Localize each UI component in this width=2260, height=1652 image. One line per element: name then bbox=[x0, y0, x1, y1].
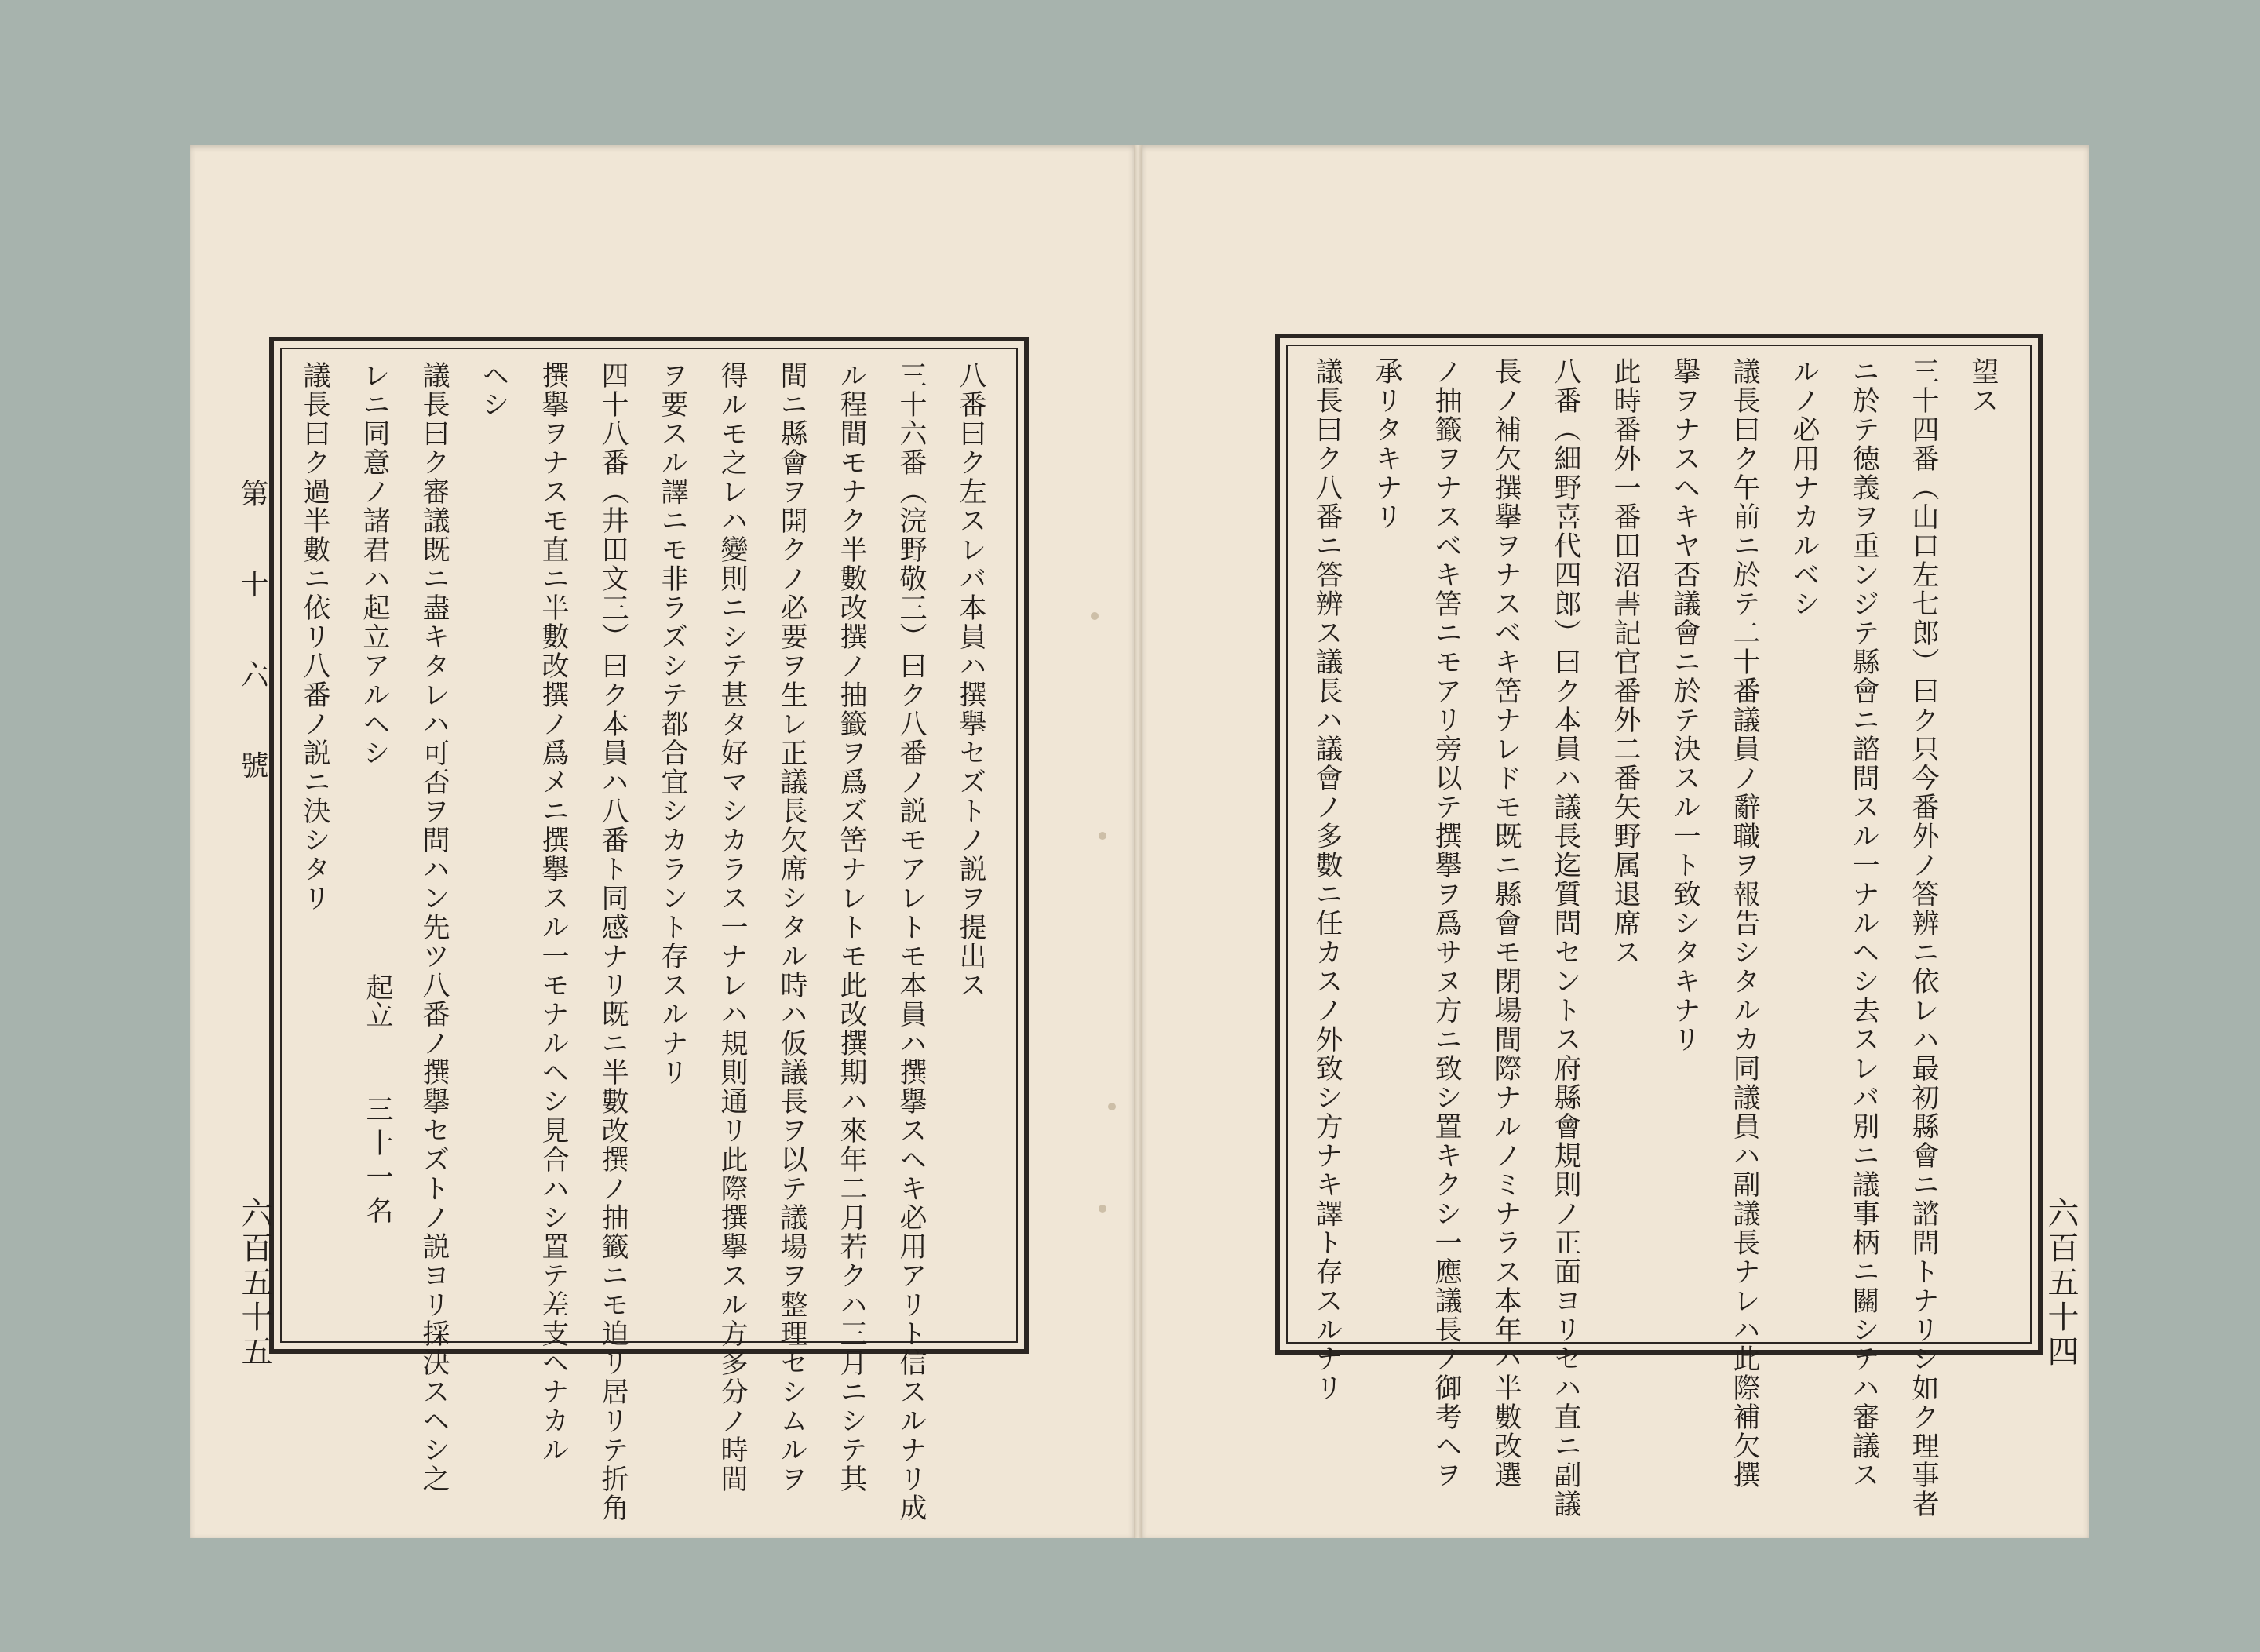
standing-label: 起立 bbox=[362, 973, 393, 1028]
text-line: レニ同意ノ諸君ハ起立アルヘシ bbox=[359, 361, 390, 768]
text-line: ヲ要スル譯ニモ非ラズシテ都合宜シカラント存スルナリ bbox=[657, 361, 688, 1087]
right-page-number: 六百五十四 bbox=[2043, 1197, 2079, 1369]
text-line: 四十八番（井田文三）曰ク本員ハ八番ト同感ナリ既ニ半數改撰ノ抽籤ニモ迫リ居リテ折角 bbox=[597, 361, 629, 1523]
text-line: ヘシ bbox=[478, 361, 509, 419]
right-page-text bbox=[1299, 357, 2013, 1519]
text-line: 得ルモ之レハ變則ニシテ甚タ好マシカラス一ナレハ規則通リ此際撰擧スル方多分ノ時間 bbox=[716, 361, 748, 1493]
page-spot bbox=[1099, 1205, 1106, 1213]
text-line: 議長曰ク八番ニ答辨ス議長ハ議會ノ多數ニ任カスノ外致シ方ナキ譯ト存スルナリ bbox=[1311, 357, 1343, 1402]
standing-count: 三十一名 bbox=[362, 1095, 393, 1230]
text-line: 八番（細野喜代四郎）曰ク本員ハ議長迄質問セントス府縣會規則ノ正面ヨリセハ直ニ副議 bbox=[1550, 357, 1581, 1519]
text-line: 三十六番（浣野敬三）曰ク八番ノ説モアレトモ本員ハ撰擧スヘキ必用アリト信スルナリ成 bbox=[895, 361, 927, 1523]
page-spot bbox=[1099, 832, 1106, 840]
issue-number: 第 十 六 號 bbox=[236, 479, 268, 806]
text-line: 間ニ縣會ヲ開クノ必要ヲ生レ正議長欠席シタル時ハ仮議長ヲ以テ議場ヲ整理セシムルヲ bbox=[776, 361, 807, 1493]
text-line: ルノ必用ナカルベシ bbox=[1788, 357, 1820, 618]
text-line: ニ於テ徳義ヲ重ンジテ縣會ニ諮問スル一ナルヘシ去スレバ別ニ議事柄ニ關シテハ審議ス bbox=[1848, 357, 1879, 1490]
text-line: 議長曰ク過半數ニ依リ八番ノ説ニ決シタリ bbox=[299, 361, 330, 913]
text-line: 長ノ補欠撰擧ヲナスベキ筈ナレドモ既ニ縣會モ閉場間際ナルノミナラス本年ハ半數改選 bbox=[1490, 357, 1522, 1490]
left-page-number: 六百五十五 bbox=[236, 1197, 272, 1369]
text-line: 擧ヲナスヘキヤ否議會ニ於テ決スル一ト致シタキナリ bbox=[1669, 357, 1700, 1054]
book-spine bbox=[1134, 145, 1142, 1538]
text-line: ル程間モナク半數改撰ノ抽籤ヲ爲ズ筈ナレトモ此改撰期ハ來年二月若クハ三月ニシテ其 bbox=[836, 361, 867, 1493]
text-line: 望ス bbox=[1967, 357, 1999, 415]
text-line: 議長曰ク審議既ニ盡キタレハ可否ヲ問ハン先ツ八番ノ撰擧セズトノ説ヨリ採決スヘシ之 bbox=[418, 361, 450, 1493]
text-line: 撰擧ヲナスモ直ニ半數改撰ノ爲メニ撰擧スル一モナルヘシ見合ハシ置テ差支ヘナカル bbox=[538, 361, 569, 1464]
text-line: 此時番外一番田沼書記官番外二番矢野属退席ス bbox=[1609, 357, 1641, 967]
text-line: ノ抽籤ヲナスベキ筈ニモアリ旁以テ撰擧ヲ爲サヌ方ニ致シ置キクシ一應議長ノ御考ヘヲ bbox=[1431, 357, 1462, 1490]
text-line: 議長曰ク午前ニ於テ二十番議員ノ辭職ヲ報告シタルカ同議員ハ副議長ナレハ此際補欠撰 bbox=[1729, 357, 1760, 1490]
text-line: 承リタキナリ bbox=[1371, 357, 1402, 531]
text-line: 八番曰ク左スレバ本員ハ撰擧セズトノ説ヲ提出ス bbox=[955, 361, 986, 1000]
page-spot bbox=[1091, 612, 1099, 620]
page-spot bbox=[1108, 1103, 1116, 1110]
text-line: 三十四番（山口左七郎）曰ク只今番外ノ答辨ニ依レハ最初縣會ニ諮問トナリシ如ク理事者 bbox=[1908, 357, 1939, 1519]
